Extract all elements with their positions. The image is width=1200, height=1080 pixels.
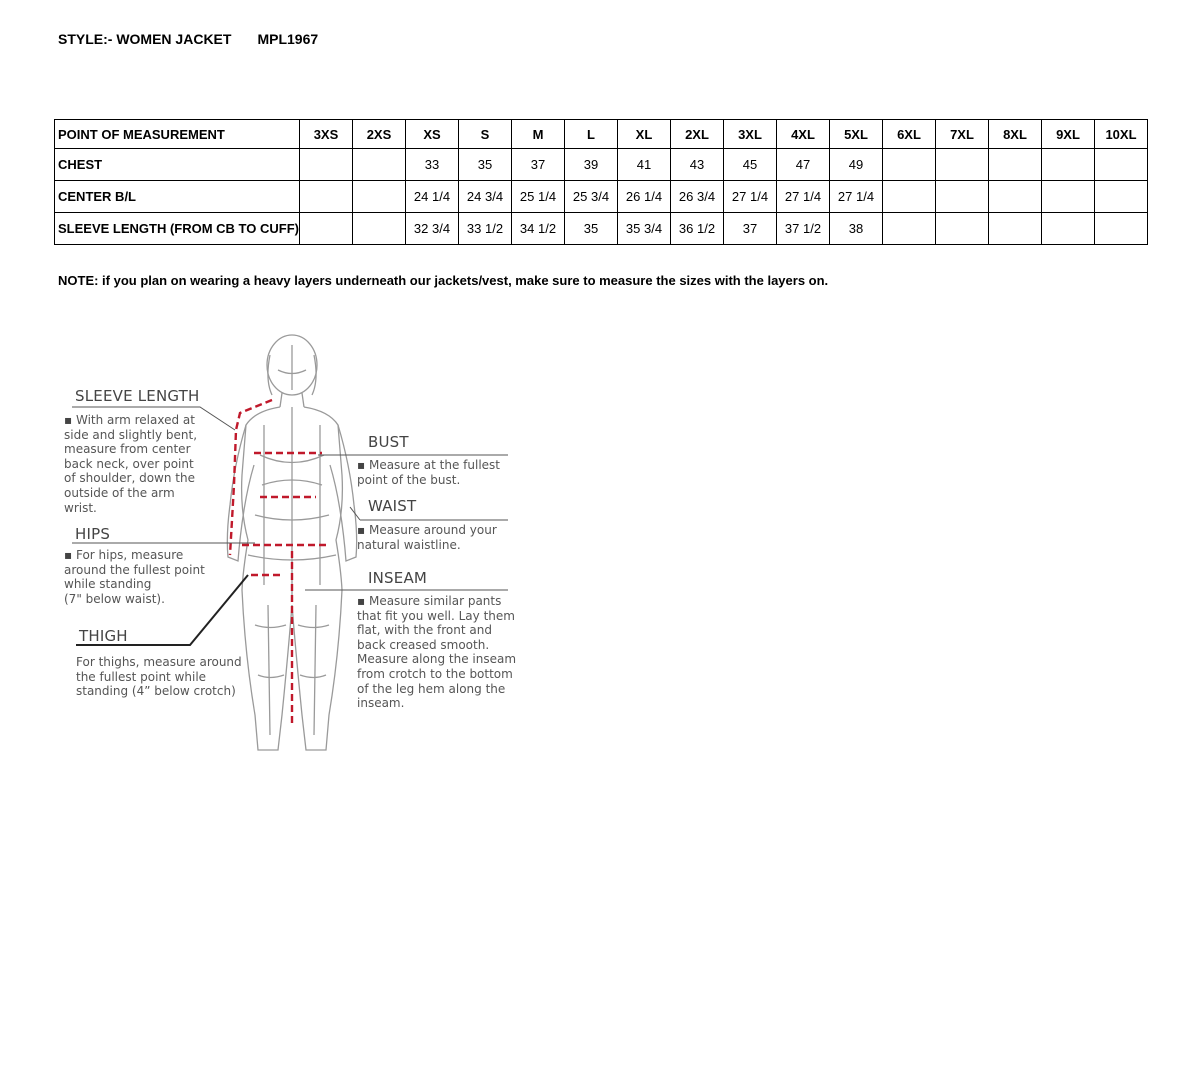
- row-label: CHEST: [55, 149, 300, 181]
- sleeve-length-title: SLEEVE LENGTH: [75, 387, 200, 405]
- thigh-text: For thighs, measure around the fullest point while standing (4” below crotch): [76, 655, 242, 699]
- column-header-size: 2XL: [670, 120, 723, 149]
- sleeve-length-description: [64, 413, 197, 515]
- table-cell: 43: [670, 149, 723, 181]
- table-cell: 34 1/2: [511, 213, 564, 245]
- table-cell: 24 3/4: [458, 181, 511, 213]
- table-cell: 39: [564, 149, 617, 181]
- hips-text: For hips, measure around the fullest point while standing (7" below waist).: [64, 548, 205, 606]
- column-header-size: 8XL: [988, 120, 1041, 149]
- table-cell: 33 1/2: [458, 213, 511, 245]
- table-cell: 27 1/4: [723, 181, 776, 213]
- table-cell: 25 3/4: [564, 181, 617, 213]
- table-cell: [1094, 213, 1147, 245]
- table-cell: [352, 181, 405, 213]
- column-header-size: 10XL: [1094, 120, 1147, 149]
- chest-row: [55, 149, 1148, 181]
- column-header-size: 4XL: [776, 120, 829, 149]
- bullet-icon: ▪: [64, 548, 73, 562]
- table-cell: 27 1/4: [776, 181, 829, 213]
- column-header-size: S: [458, 120, 511, 149]
- table-header-row: [55, 120, 1148, 149]
- column-header-size: XS: [405, 120, 458, 149]
- table-cell: [988, 149, 1041, 181]
- row-label: CENTER B/L: [55, 181, 300, 213]
- hips-description: [64, 548, 205, 606]
- measurement-guide-figure: [50, 325, 530, 765]
- bust-description: [357, 458, 500, 487]
- table-cell: [299, 213, 352, 245]
- column-header-size: 3XL: [723, 120, 776, 149]
- table-cell: 32 3/4: [405, 213, 458, 245]
- table-cell: 26 1/4: [617, 181, 670, 213]
- table-cell: [1041, 213, 1094, 245]
- table-cell: 35: [564, 213, 617, 245]
- column-header-size: 2XS: [352, 120, 405, 149]
- table-cell: 37: [723, 213, 776, 245]
- waist-title: WAIST: [368, 497, 417, 515]
- sleeve-length-text: With arm relaxed at side and slightly bent, measure from center back neck, over point of shoulder, down the outside of the arm wrist.: [64, 413, 198, 515]
- table-cell: [299, 181, 352, 213]
- waist-text: Measure around your natural waistline.: [357, 523, 497, 552]
- table-cell: [352, 149, 405, 181]
- fit-note: NOTE: if you plan on wearing a heavy layers underneath our jackets/vest, make sure to measure the sizes with the layers on.: [58, 273, 829, 288]
- style-header: [58, 31, 318, 47]
- table-cell: 36 1/2: [670, 213, 723, 245]
- column-header-size: 9XL: [1041, 120, 1094, 149]
- thigh-description: [76, 655, 242, 699]
- hips-title: HIPS: [75, 525, 111, 543]
- table-cell: [1094, 149, 1147, 181]
- table-cell: 24 1/4: [405, 181, 458, 213]
- sleeve-length-row: [55, 213, 1148, 245]
- thigh-title: THIGH: [79, 627, 128, 645]
- column-header-point-of-measurement: POINT OF MEASUREMENT: [55, 120, 300, 149]
- table-cell: [988, 181, 1041, 213]
- bust-text: Measure at the fullest point of the bust.: [357, 458, 501, 487]
- column-header-size: 7XL: [935, 120, 988, 149]
- table-cell: 27 1/4: [829, 181, 882, 213]
- table-cell: [1041, 181, 1094, 213]
- table-cell: [1041, 149, 1094, 181]
- inseam-text: Measure similar pants that fit you well. Lay them flat, with the front and back creased smooth. Measure along the inseam from crotch to the bottom of the leg hem along the inseam.: [357, 594, 517, 711]
- inseam-title: INSEAM: [368, 569, 428, 587]
- table-cell: 41: [617, 149, 670, 181]
- table-cell: 37 1/2: [776, 213, 829, 245]
- table-cell: [935, 213, 988, 245]
- table-cell: [935, 181, 988, 213]
- table-cell: 45: [723, 149, 776, 181]
- table-cell: 38: [829, 213, 882, 245]
- column-header-size: 6XL: [882, 120, 935, 149]
- table-cell: 35 3/4: [617, 213, 670, 245]
- size-chart-table: [54, 119, 1148, 245]
- table-cell: 49: [829, 149, 882, 181]
- table-cell: [352, 213, 405, 245]
- column-header-size: XL: [617, 120, 670, 149]
- table-cell: 47: [776, 149, 829, 181]
- center-back-length-row: [55, 181, 1148, 213]
- style-label: STYLE:- WOMEN JACKET: [58, 31, 232, 47]
- bust-title: BUST: [368, 433, 409, 451]
- inseam-description: [357, 594, 516, 711]
- table-cell: 35: [458, 149, 511, 181]
- table-cell: 25 1/4: [511, 181, 564, 213]
- table-cell: 26 3/4: [670, 181, 723, 213]
- column-header-size: 3XS: [299, 120, 352, 149]
- bullet-icon: ▪: [357, 458, 366, 472]
- row-label: SLEEVE LENGTH (FROM CB TO CUFF): [55, 213, 300, 245]
- table-cell: [1094, 181, 1147, 213]
- column-header-size: 5XL: [829, 120, 882, 149]
- table-cell: [882, 149, 935, 181]
- table-cell: [988, 213, 1041, 245]
- bullet-icon: ▪: [357, 523, 366, 537]
- column-header-size: M: [511, 120, 564, 149]
- table-cell: [882, 181, 935, 213]
- table-cell: [882, 213, 935, 245]
- table-cell: 37: [511, 149, 564, 181]
- table-cell: [935, 149, 988, 181]
- table-cell: 33: [405, 149, 458, 181]
- bullet-icon: ▪: [357, 594, 366, 608]
- bullet-icon: ▪: [64, 413, 73, 427]
- waist-description: [357, 523, 497, 552]
- column-header-size: L: [564, 120, 617, 149]
- table-cell: [299, 149, 352, 181]
- style-code: MPL1967: [257, 31, 319, 47]
